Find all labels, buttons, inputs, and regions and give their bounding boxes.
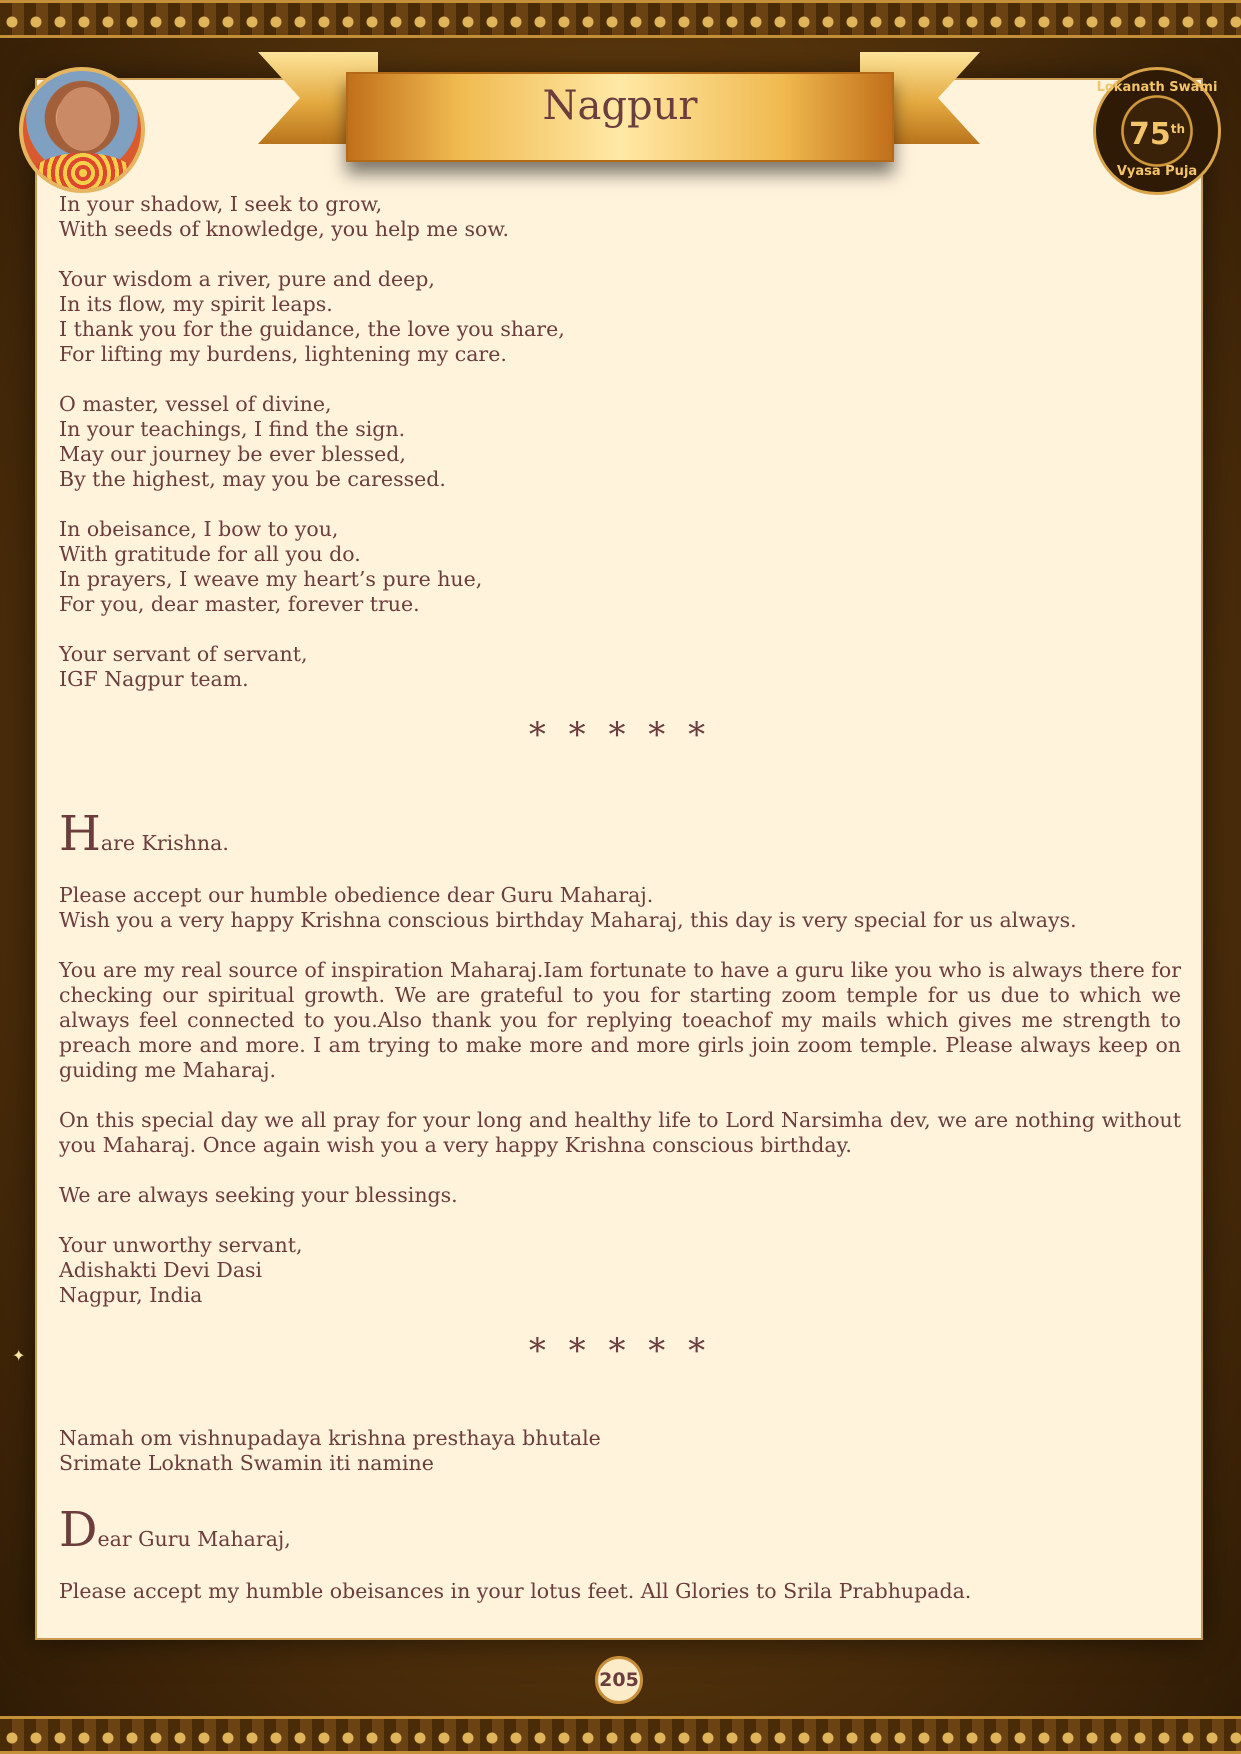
- poem-line: With gratitude for all you do.: [59, 542, 361, 566]
- letter1-greeting: [59, 806, 1181, 862]
- signoff-line: Nagpur, India: [59, 1283, 203, 1307]
- prayer-line: Srimate Loknath Swamin iti namine: [59, 1451, 434, 1475]
- dropcap: H: [59, 806, 101, 862]
- poem-line: Your wisdom a river, pure and deep,: [59, 267, 435, 291]
- page-content: [59, 192, 1181, 1629]
- greeting-text: are Krishna.: [100, 831, 229, 855]
- portrait-garland: [33, 153, 133, 193]
- sparkle-icon: ✦: [12, 1346, 26, 1365]
- poem-line: For lifting my burdens, lightening my care.: [59, 342, 507, 366]
- signoff-line: Your unworthy servant,: [59, 1233, 303, 1257]
- poem-line: By the highest, may you be caressed.: [59, 467, 446, 491]
- letter2-greeting: [59, 1502, 1181, 1558]
- poem-stanza-3: [59, 392, 1181, 492]
- poem-line: For you, dear master, forever true.: [59, 592, 420, 616]
- paragraph-line: Please accept our humble obedience dear Guru Maharaj.: [59, 883, 654, 907]
- poem-signoff: [59, 642, 1181, 692]
- poem-stanza-4: [59, 517, 1181, 617]
- section-separator: * * * * *: [528, 715, 712, 755]
- poem-line: I thank you for the guidance, the love you share,: [59, 317, 565, 341]
- poem-line: In your teachings, I find the sign.: [59, 417, 406, 441]
- poem-stanza-1: [59, 192, 1181, 242]
- poem-line: In prayers, I weave my heart’s pure hue,: [59, 567, 483, 591]
- paragraph-line: Wish you a very happy Krishna conscious birthday Maharaj, this day is very special for us always.: [59, 908, 1077, 932]
- letter1-para-4: We are always seeking your blessings.: [59, 1183, 458, 1207]
- greeting-text: ear Guru Maharaj,: [97, 1527, 291, 1551]
- poem-line: O master, vessel of divine,: [59, 392, 332, 416]
- letter1-para-2: You are my real source of inspiration Maharaj.Iam fortunate to have a guru like you who is always there for checking our spiritual growth. We are grateful to you for starting zoom temple for us due to which we always feel connected to you.Also thank you for replying toeachof my mails which gives me strength to preach more and more. I am trying to make more and more girls join zoom temple. Please always keep on guiding me Maharaj.: [59, 958, 1181, 1082]
- guru-portrait: [19, 67, 145, 193]
- decorative-border-top: [0, 0, 1241, 38]
- letter1-para-3: On this special day we all pray for your long and healthy life to Lord Narsimha dev, we are nothing without you Maharaj. Once again wish you a very happy Krishna conscious birthday.: [59, 1108, 1181, 1157]
- letter2-prayer: [59, 1426, 1181, 1476]
- page-title: Nagpur: [542, 83, 698, 129]
- prayer-line: Namah om vishnupadaya krishna presthaya bhutale: [59, 1426, 601, 1450]
- poem-line: In its flow, my spirit leaps.: [59, 292, 333, 316]
- signoff-line: IGF Nagpur team.: [59, 667, 249, 691]
- dropcap: D: [59, 1502, 98, 1558]
- portrait-face: [57, 87, 111, 151]
- badge-text-top: Lokanath Swami: [1096, 80, 1218, 95]
- letter1-para-1: [59, 883, 1181, 933]
- section-separator: * * * * *: [528, 1331, 712, 1371]
- signoff-line: Adishakti Devi Dasi: [59, 1258, 263, 1282]
- letter1-signoff: [59, 1233, 1181, 1308]
- letter2-para-1: Please accept my humble obeisances in your lotus feet. All Glories to Srila Prabhupada.: [59, 1579, 972, 1603]
- badge-number: 75th: [1128, 117, 1186, 152]
- poem-line: May our journey be ever blessed,: [59, 442, 406, 466]
- poem-line: In obeisance, I bow to you,: [59, 517, 339, 541]
- page-number: 205: [595, 1656, 643, 1704]
- poem-line: With seeds of knowledge, you help me sow.: [59, 217, 509, 241]
- badge-text-bottom: Vyasa Puja: [1116, 164, 1198, 179]
- signoff-line: Your servant of servant,: [59, 642, 308, 666]
- vyasa-puja-badge-logo: [1093, 67, 1221, 195]
- poem-stanza-2: [59, 267, 1181, 367]
- poem-line: In your shadow, I seek to grow,: [59, 192, 383, 216]
- decorative-border-bottom: [0, 1716, 1241, 1754]
